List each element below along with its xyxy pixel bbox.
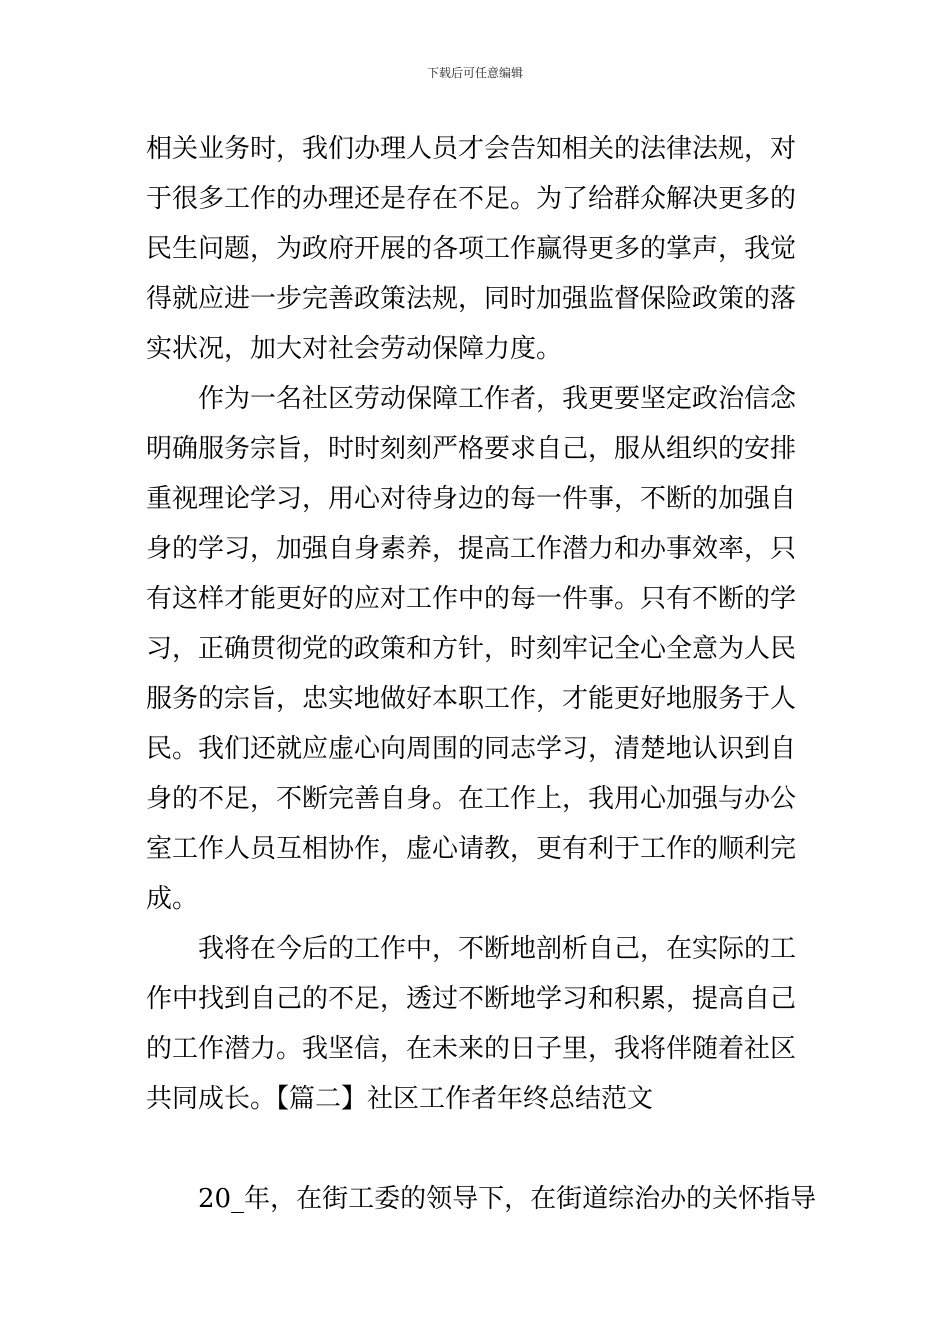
text-line: 我将在今后的工作中，不断地剖析自己，在实际的工 bbox=[146, 934, 797, 964]
text-line: 的工作潜力。我坚信，在未来的日子里，我将伴随着社区 bbox=[146, 1034, 797, 1064]
text-line: 作为一名社区劳动保障工作者，我更要坚定政治信念 bbox=[146, 384, 797, 414]
text-line: 作中找到自己的不足，透过不断地学习和积累，提高自己 bbox=[146, 984, 797, 1014]
text-line: 室工作人员互相协作，虚心请教，更有利于工作的顺利完 bbox=[146, 834, 797, 864]
text-line: 习，正确贯彻党的政策和方针，时刻牢记全心全意为人民 bbox=[146, 634, 797, 664]
text-line: 重视理论学习，用心对待身边的每一件事，不断的加强自 bbox=[146, 484, 797, 514]
text-line: 成。 bbox=[146, 884, 199, 914]
text-line: 共同成长。【篇二】社区工作者年终总结范文 bbox=[146, 1084, 654, 1114]
text-line: 明确服务宗旨，时时刻刻严格要求自己，服从组织的安排 bbox=[146, 434, 797, 464]
text-line: 身的学习，加强自身素养，提高工作潜力和办事效率，只 bbox=[146, 534, 797, 564]
text-line: 于很多工作的办理还是存在不足。为了给群众解决更多的 bbox=[146, 184, 797, 214]
text-line: 得就应进一步完善政策法规，同时加强监督保险政策的落 bbox=[146, 284, 797, 314]
text-line: 身的不足，不断完善自身。在工作上，我用心加强与办公 bbox=[146, 784, 797, 814]
text-line: 服务的宗旨，忠实地做好本职工作，才能更好地服务于人 bbox=[146, 684, 797, 714]
text-line: 民。我们还就应虚心向周围的同志学习，清楚地认识到自 bbox=[146, 734, 797, 764]
text-line: 有这样才能更好的应对工作中的每一件事。只有不断的学 bbox=[146, 584, 797, 614]
page-header: 下载后可任意编辑 bbox=[426, 66, 523, 80]
text-line: 相关业务时，我们办理人员才会告知相关的法律法规，对 bbox=[146, 134, 797, 164]
text-line: 实状况，加大对社会劳动保障力度。 bbox=[146, 334, 563, 364]
text-line: 民生问题，为政府开展的各项工作赢得更多的掌声，我觉 bbox=[146, 234, 797, 264]
text-line: 20_年，在街工委的领导下，在街道综治办的关怀指导 bbox=[146, 1184, 817, 1214]
